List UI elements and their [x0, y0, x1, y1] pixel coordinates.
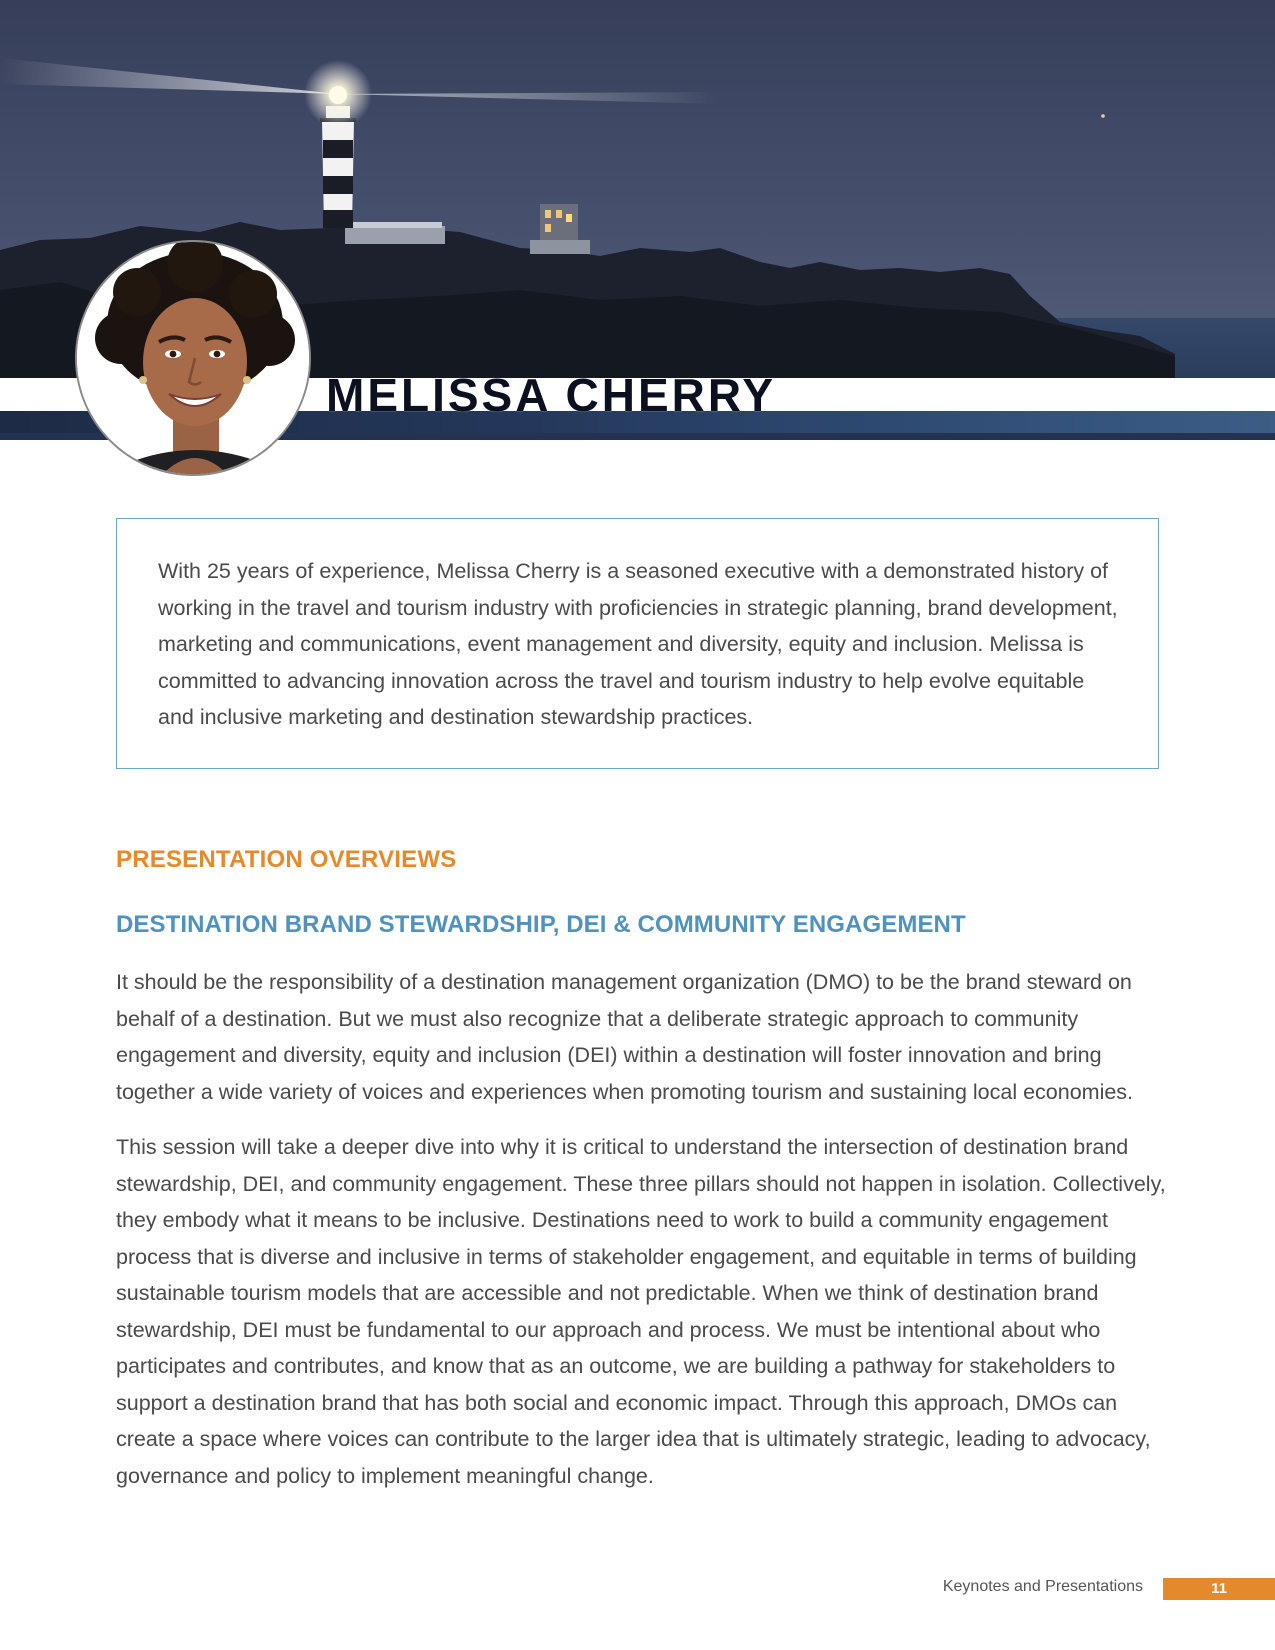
speaker-name: MELISSA CHERRY	[326, 369, 777, 421]
portrait-photo-icon	[75, 240, 311, 476]
paragraph: It should be the responsibility of a destination management organization (DMO) to be the brand steward on behalf of a destination. But we must also recognize that a deliberate strategic approach to community engagement and diversity, equity and inclusion (DEI) within a destination will foster innovation and bring together a wide variety of voices and experiences when promoting tourism and sustaining local economies.	[116, 970, 1134, 1104]
page-number: 11	[1163, 1578, 1275, 1600]
section-heading: PRESENTATION OVERVIEWS	[116, 846, 457, 873]
presentation-title: DESTINATION BRAND STEWARDSHIP, DEI & COMMUNITY ENGAGEMENT	[116, 911, 966, 938]
bio-text: With 25 years of experience, Melissa Cherry is a seasoned executive with a demonstrated history of working in the travel and tourism industry with proficiencies in strategic planning, brand development, marketing and communications, event management and diversity, equity and inclusion. Melissa is committed to advancing innovation across the travel and tourism industry to help evolve equitable and inclusive marketing and destination stewardship practices.	[158, 559, 1118, 729]
paragraph: This session will take a deeper dive into why it is critical to understand the intersection of destination brand stewardship, DEI, and community engagement. These three pillars should not happen in isolation. Collectively, they embody what it means to be inclusive. Destinations need to work to build a community engagement process that is diverse and inclusive in terms of stakeholder engagement, and equitable in terms of building sustainable tourism models that are accessible and not predictable. When we think of destination brand stewardship, DEI must be fundamental to our approach and process. We must be intentional about who participates and contributes, and know that as an outcome, we are building a pathway for stakeholders to support a destination brand that has both social and economic impact. Through this approach, DMOs can create a space where voices can contribute to the larger idea that is ultimately strategic, leading to advocacy, governance and policy to implement meaningful change.	[116, 1135, 1166, 1488]
footer-label: Keynotes and Presentations	[942, 1578, 1143, 1595]
